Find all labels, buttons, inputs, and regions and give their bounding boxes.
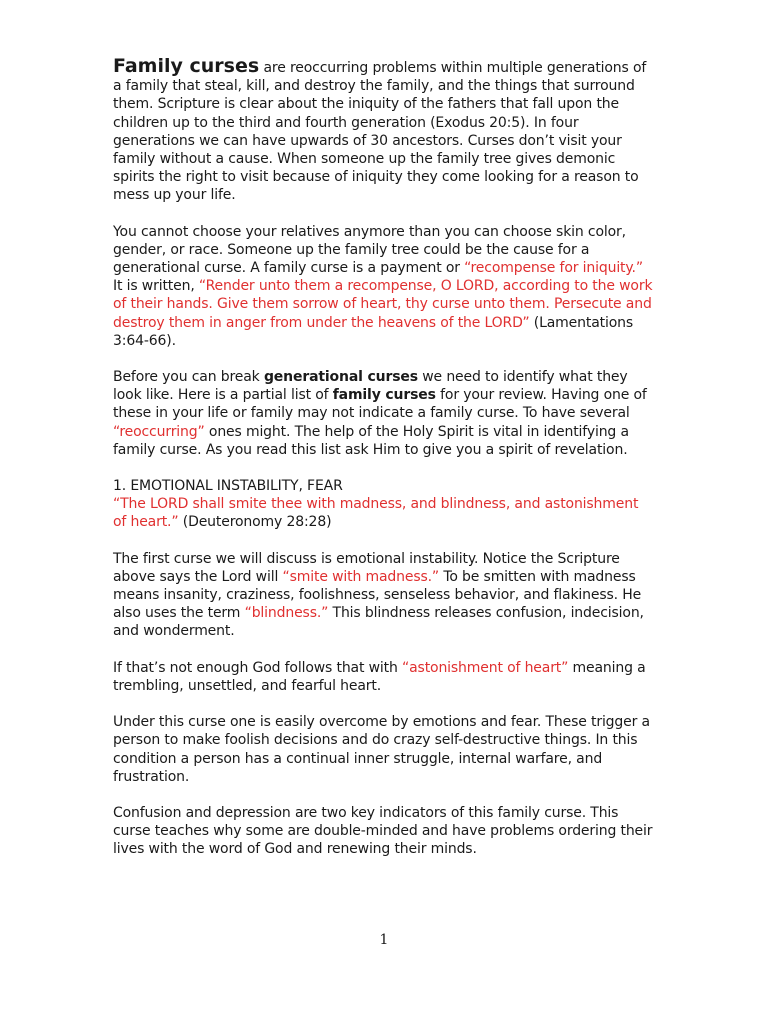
scripture-reference: (Lamentations 3:64-66).: [113, 314, 633, 349]
paragraph-text: If that’s not enough God follows that with: [113, 659, 403, 676]
paragraph-relatives: [113, 223, 653, 350]
paragraph-text: The first curse we will discuss is emotional instability. Notice the Scripture above says the Lord will: [113, 550, 620, 585]
paragraph-text: we need to identify what they look like. Here is a partial list of: [113, 369, 628, 404]
highlighted-term: “reoccurring”: [113, 423, 205, 440]
paragraph-text: It is written,: [113, 278, 199, 295]
bold-term: family curses: [332, 387, 436, 404]
paragraph-first-curse: [113, 550, 653, 641]
paragraph-astonishment: [113, 659, 653, 695]
paragraph-text: To be smitten with madness means insanity, craziness, foolishness, senseless behavior, and flakiness. He also uses the term: [113, 568, 642, 622]
paragraph-emotions: Under this curse one is easily overcome by emotions and fear. These trigger a person to make foolish decisions and do crazy self-destructive things. In this condition a person has a continual inner struggle, internal warfare, and frustration.: [113, 714, 650, 785]
scripture-reference: (Deuteronomy 28:28): [178, 514, 332, 531]
scripture-quote: “recompense for iniquity.”: [464, 260, 643, 277]
paragraph-identify: [113, 368, 653, 459]
section-scripture: [113, 495, 653, 531]
section-heading: 1. EMOTIONAL INSTABILITY, FEAR: [113, 478, 343, 495]
scripture-quote: “The LORD shall smite thee with madness, and blindness, and astonishment of heart.”: [113, 496, 639, 531]
paragraph-text: Before you can break: [113, 369, 264, 386]
page-number: 1: [379, 932, 389, 948]
scripture-quote: “astonishment of heart”: [402, 659, 569, 676]
paragraph-text: are reoccurring problems within multiple generations of a family that steal, kill, and destroy the family, and the things that surround them. Scripture is clear about the iniquity of the fathers that fall upon the children up to the third and fourth generation (Exodus 20:5). In four generations we can have upwards of 30 ancestors. Curses don’t visit your family without a cause. When someone up the family tree gives demonic spirits the right to visit because of iniquity they come looking for a reason to mess up your life.: [113, 60, 647, 204]
paragraph-text: for your review. Having one of these in your life or family may not indicate a family curse. To have several: [113, 387, 647, 422]
paragraph-text: ones might. The help of the Holy Spirit is vital in identifying a family curse. As you read this list ask Him to give you a spirit of revelation.: [113, 423, 629, 458]
scripture-quote: “smite with madness.”: [282, 568, 440, 585]
paragraph-text: This blindness releases confusion, indecision, and wonderment.: [113, 605, 644, 640]
page-body: [113, 57, 653, 877]
lead-term: Family curses: [113, 55, 260, 77]
paragraph-confusion: Confusion and depression are two key indicators of this family curse. This curse teaches why some are double-minded and have problems ordering their lives with the word of God and renewing their minds.: [113, 804, 653, 858]
paragraph-text: You cannot choose your relatives anymore than you can choose skin color, gender, or race. Someone up the family tree could be the cause for a generational curse. A family curse is a payment or: [113, 223, 626, 277]
scripture-quote: “Render unto them a recompense, O LORD, according to the work of their hands. Give them sorrow of heart, thy curse unto them. Persecute and destroy them in anger from under the heavens of the LORD”: [113, 278, 653, 331]
paragraph-text: meaning a trembling, unsettled, and fearful heart.: [113, 659, 646, 694]
bold-term: generational curses: [263, 369, 418, 386]
section-emotional-instability: [113, 477, 653, 532]
scripture-quote: “blindness.”: [244, 605, 329, 622]
paragraph-intro: [113, 57, 653, 205]
